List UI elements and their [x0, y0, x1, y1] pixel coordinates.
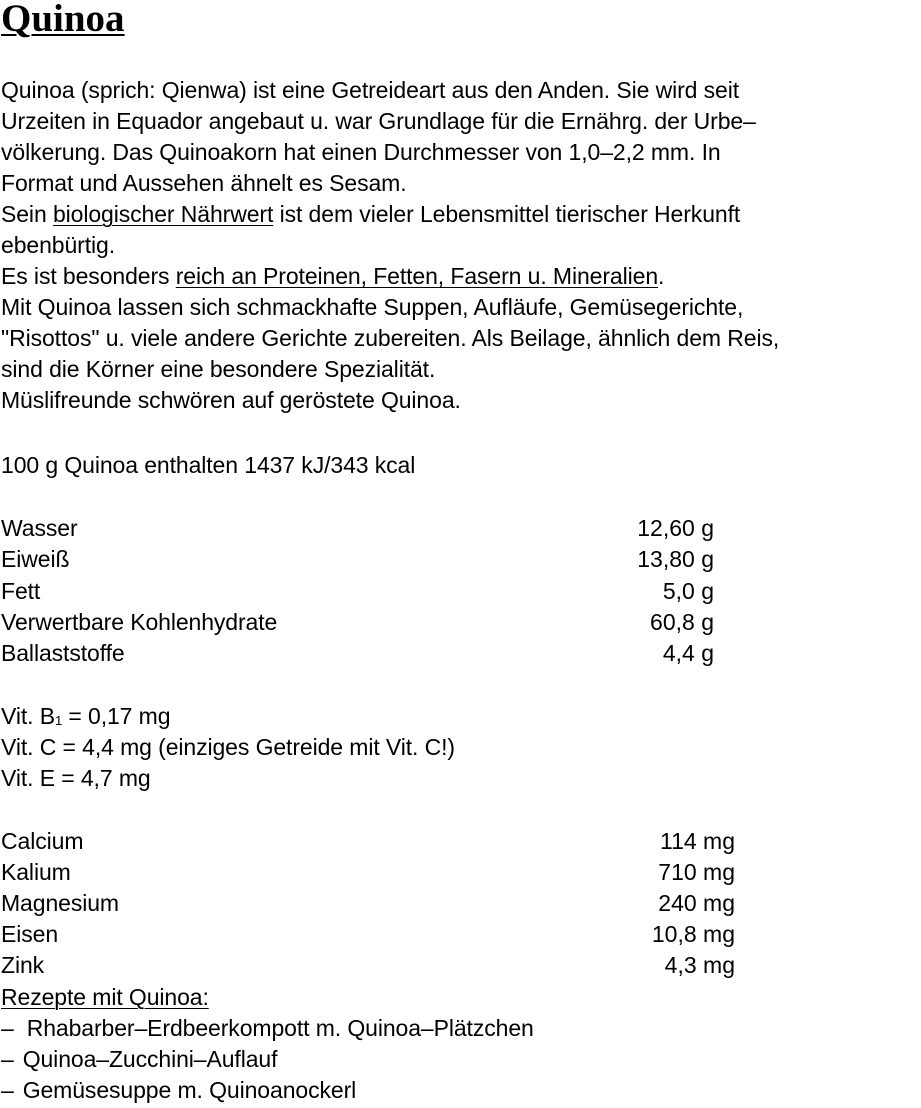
recipe-item — [1, 1075, 356, 1106]
bullet-dash: – — [1, 1015, 14, 1041]
energy-line: 100 g Quinoa enthalten 1437 kJ/343 kcal — [1, 452, 416, 478]
recipe-text: Rhabarber–Erdbeerkompott m. Quinoa–Plätzchen — [26, 1015, 534, 1041]
mineral-name: Kalium — [1, 859, 71, 885]
nutrient-value: 5,0 g — [662, 578, 714, 604]
mineral-value: 10,8 mg — [651, 921, 735, 947]
page-title: Quinoa — [1, 0, 125, 40]
nutrient-value: 13,80 g — [637, 546, 714, 572]
vitamin-line — [1, 701, 170, 736]
intro-line: sind die Körner eine besondere Spezialität. — [1, 356, 436, 382]
intro-line: Format und Aussehen ähnelt es Sesam. — [1, 170, 407, 196]
mineral-value: 710 mg — [658, 859, 735, 885]
recipe-item — [1, 1013, 534, 1044]
bullet-dash: – — [1, 1046, 14, 1072]
underlined-phrase: reich an Proteinen, Fetten, Fasern u. Mineralien — [175, 263, 659, 289]
intro-line: Mit Quinoa lassen sich schmackhafte Suppen, Aufläufe, Gemüsegerichte, — [1, 294, 744, 320]
mineral-value: 4,3 mg — [664, 952, 735, 978]
intro-text: . — [658, 263, 665, 289]
vitamin-text: = 0,17 mg — [62, 703, 171, 729]
nutrient-name: Verwertbare Kohlenhydrate — [1, 609, 278, 635]
mineral-value: 240 mg — [658, 890, 735, 916]
recipe-item — [1, 1044, 277, 1075]
intro-line: Quinoa (sprich: Qienwa) ist eine Getreideart aus den Anden. Sie wird seit — [1, 77, 740, 103]
intro-line: "Risottos" u. viele andere Gerichte zubereiten. Als Beilage, ähnlich dem Reis, — [1, 325, 780, 351]
nutrient-value: 4,4 g — [662, 640, 714, 666]
mineral-value: 114 mg — [659, 828, 735, 854]
intro-line: Müslifreunde schwören auf geröstete Quinoa. — [1, 387, 461, 413]
underlined-phrase: biologischer Nährwert — [52, 201, 274, 227]
mineral-name: Magnesium — [1, 890, 119, 916]
intro-text: ist dem vieler Lebensmittel tierischer Herkunft — [273, 201, 741, 227]
nutrient-name: Ballaststoffe — [1, 640, 125, 666]
intro-text: Es ist besonders — [1, 263, 176, 289]
mineral-name: Zink — [1, 952, 45, 978]
intro-line — [1, 261, 664, 292]
nutrient-value: 12,60 g — [637, 515, 714, 541]
recipe-text: Gemüsesuppe m. Quinoanockerl — [22, 1077, 357, 1103]
intro-line: Urzeiten in Equador angebaut u. war Grundlage für die Ernährg. der Urbe– — [1, 108, 756, 134]
bullet-dash: – — [1, 1077, 14, 1103]
recipes-heading: Rezepte mit Quinoa: — [1, 984, 209, 1010]
recipe-text: Quinoa–Zucchini–Auflauf — [22, 1046, 278, 1072]
intro-line: völkerung. Das Quinoakorn hat einen Durchmesser von 1,0–2,2 mm. In — [1, 139, 721, 165]
nutrient-name: Fett — [1, 578, 41, 604]
vitamin-text: Vit. B — [1, 703, 55, 729]
vitamin-line: Vit. E = 4,7 mg — [1, 765, 151, 791]
mineral-name: Eisen — [1, 921, 59, 947]
mineral-name: Calcium — [1, 828, 84, 854]
vitamin-subscript: 1 — [54, 713, 63, 728]
intro-text: Sein — [1, 201, 53, 227]
nutrient-value: 60,8 g — [650, 609, 714, 635]
nutrient-name: Eiweiß — [1, 546, 70, 572]
nutrient-name: Wasser — [1, 515, 78, 541]
intro-line — [1, 199, 740, 230]
vitamin-line: Vit. C = 4,4 mg (einziges Getreide mit Vit. C!) — [1, 734, 455, 760]
intro-line: ebenbürtig. — [1, 232, 115, 258]
